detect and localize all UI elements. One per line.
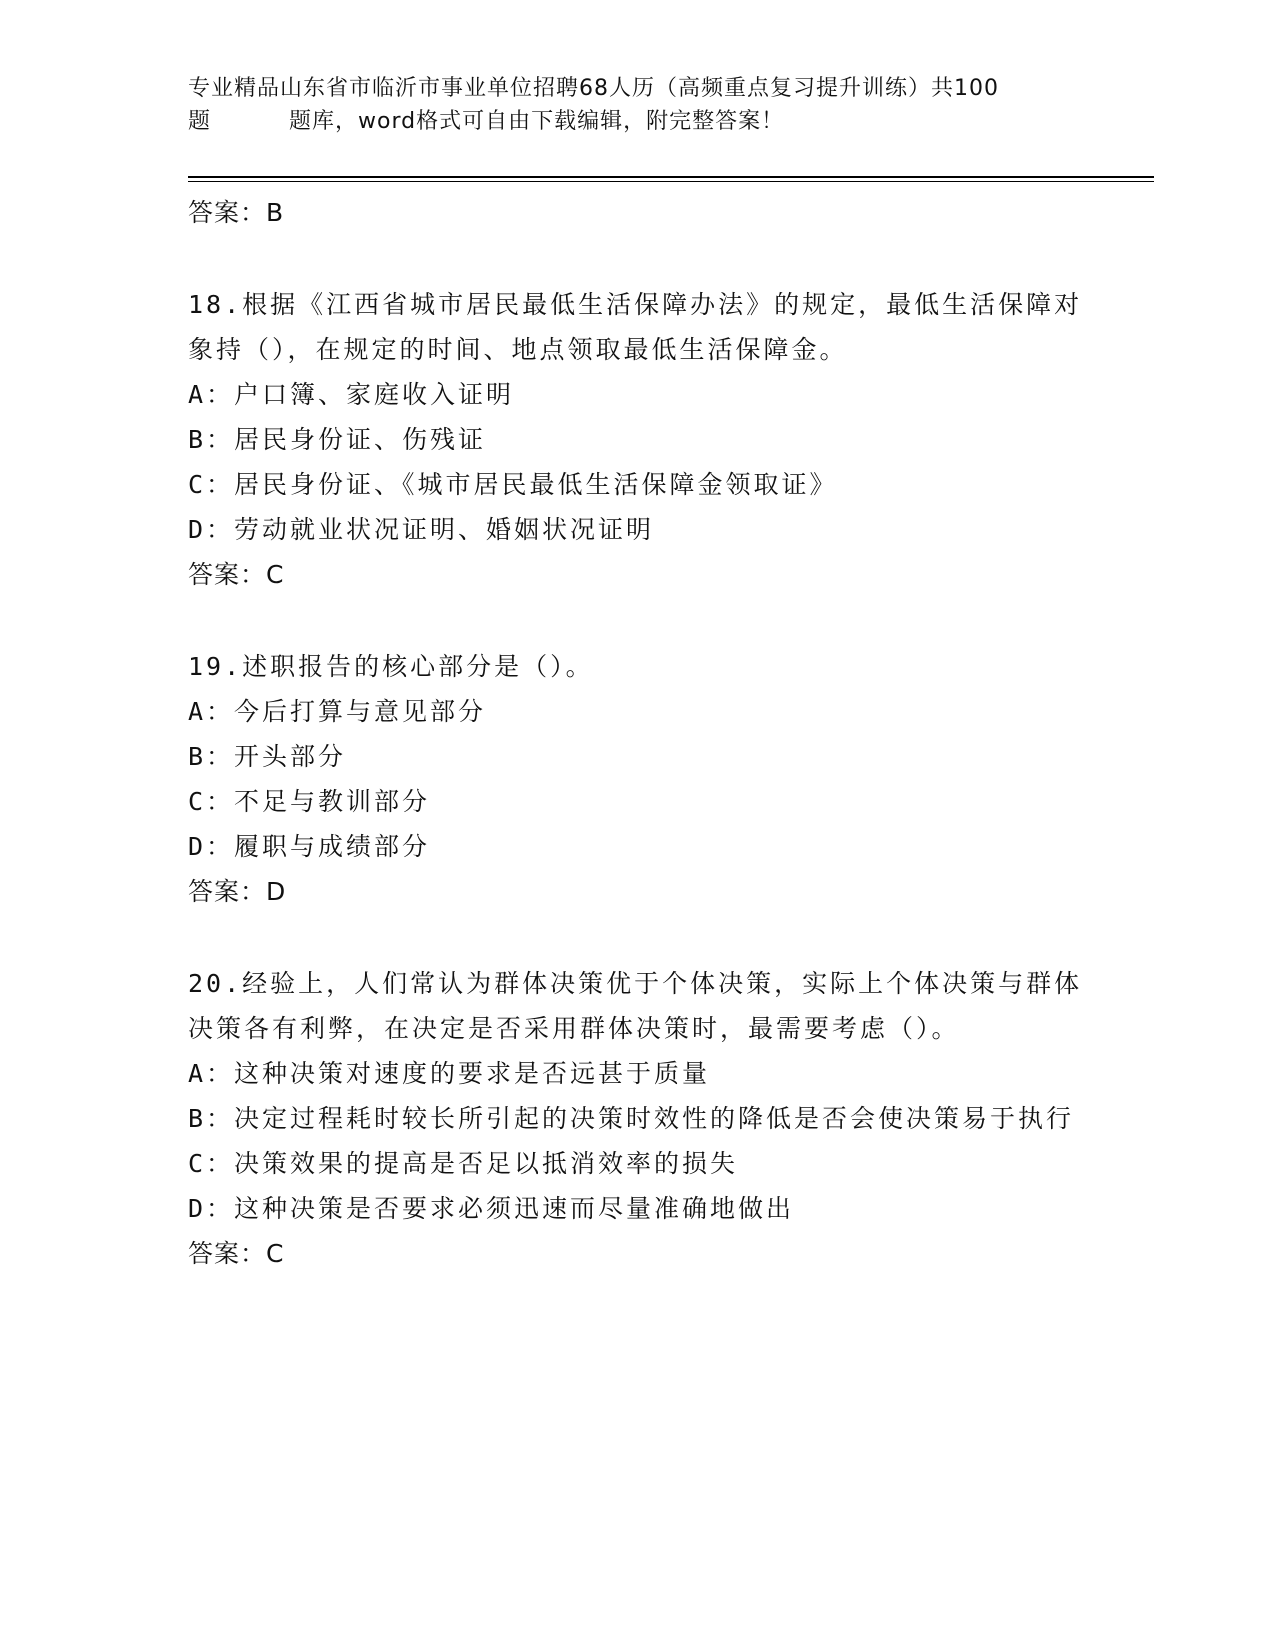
option-d: D：履职与成绩部分	[188, 832, 431, 861]
header-subtitle-text: 题库，word格式可自由下载编辑，附完整答案！	[289, 109, 785, 134]
header-title-line: 专业精品山东省市临沂市事业单位招聘68人历（高频重点复习提升训练）共100	[188, 76, 999, 101]
answer-line: 答案：C	[188, 560, 285, 589]
option-a: A：今后打算与意见部分	[188, 697, 487, 726]
answer-line: 答案：C	[188, 1239, 285, 1268]
option-b: B：居民身份证、伤残证	[188, 425, 487, 454]
header-subtitle-line	[188, 105, 1088, 138]
question-18	[188, 282, 1088, 597]
question-text: 20.经验上，人们常认为群体决策优于个体决策，实际上个体决策与群体决策各有利弊，在决定是否采用群体决策时，最需要考虑（）。	[188, 969, 1083, 1043]
header-divider-thick	[188, 176, 1154, 178]
option-d: D：这种决策是否要求必须迅速而尽量准确地做出	[188, 1194, 795, 1223]
answer-line: 答案：D	[188, 877, 287, 906]
option-c: C：居民身份证、《城市居民最低生活保障金领取证》	[188, 470, 838, 499]
answer-line: 答案：B	[188, 198, 285, 227]
question-text: 19.述职报告的核心部分是（）。	[188, 652, 594, 681]
question-19	[188, 644, 1088, 914]
option-c: C：决策效果的提高是否足以抵消效率的损失	[188, 1149, 739, 1178]
option-d: D：劳动就业状况证明、婚姻状况证明	[188, 515, 655, 544]
option-a: A：这种决策对速度的要求是否远甚于质量	[188, 1059, 711, 1088]
header-subtitle-lead: 题	[188, 109, 212, 134]
document-header	[188, 72, 1088, 138]
option-b: B：决定过程耗时较长所引起的决策时效性的降低是否会使决策易于执行	[188, 1104, 1075, 1133]
question-20	[188, 961, 1088, 1276]
header-divider-thin	[188, 181, 1154, 182]
option-c: C：不足与教训部分	[188, 787, 431, 816]
question-text: 18.根据《江西省城市居民最低生活保障办法》的规定，最低生活保障对象持（），在规定的时间、地点领取最低生活保障金。	[188, 290, 1083, 364]
option-a: A：户口簿、家庭收入证明	[188, 380, 515, 409]
option-b: B：开头部分	[188, 742, 347, 771]
document-body	[188, 190, 1088, 1276]
